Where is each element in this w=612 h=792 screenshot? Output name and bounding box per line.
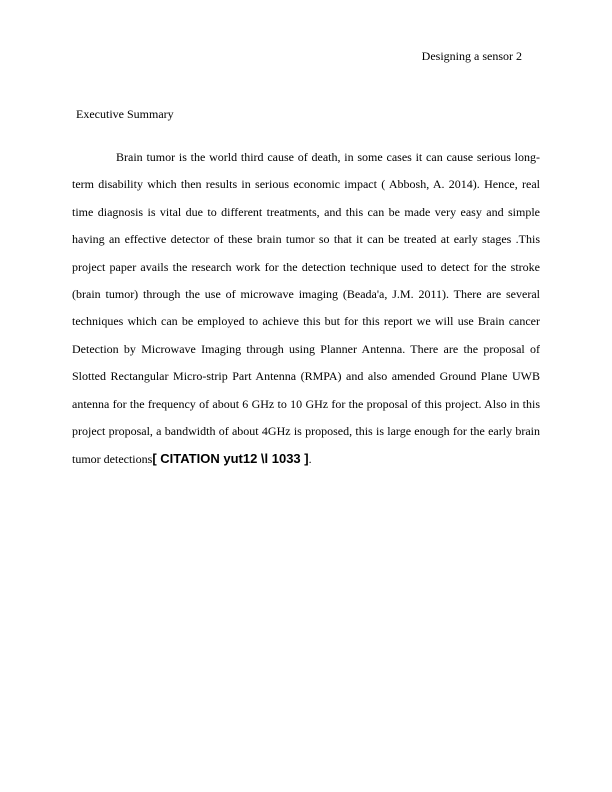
section-heading: Executive Summary [76,107,174,121]
citation-field[interactable]: [ CITATION yut12 \l 1033 ] [152,451,309,467]
running-head: Designing a sensor 2 [421,49,522,63]
paragraph-text: Brain tumor is the world third cause of death, in some cases it can cause serious long-term disability which then results in serious economic impact ( Abbosh, A. 2014). Hence, real time diagnosis is vital due to different treatments, and this can be made very easy and simple having an effective detector of these brain tumor so that it can be treated at early stages .This project paper avails the research work for the detection technique used to detect for the stroke (brain tumor) through the use of microwave imaging (Beada'a, J.M. 2011). There are several techniques which can be employed to achieve this but for this report we will use Brain cancer Detection by Microwave Imaging through using Planner Antenna. There are the proposal of Slotted Rectangular Micro-strip Part Antenna (RMPA) and also amended Ground Plane UWB antenna for the frequency of about 6 GHz to 10 GHz for the proposal of this project. Also in this project proposal, a bandwidth of about 4GHz is proposed, this is large enough for the early brain tumor detections [72,150,540,467]
body-paragraph [72,144,540,474]
paragraph-end-punctuation: . [308,452,312,467]
